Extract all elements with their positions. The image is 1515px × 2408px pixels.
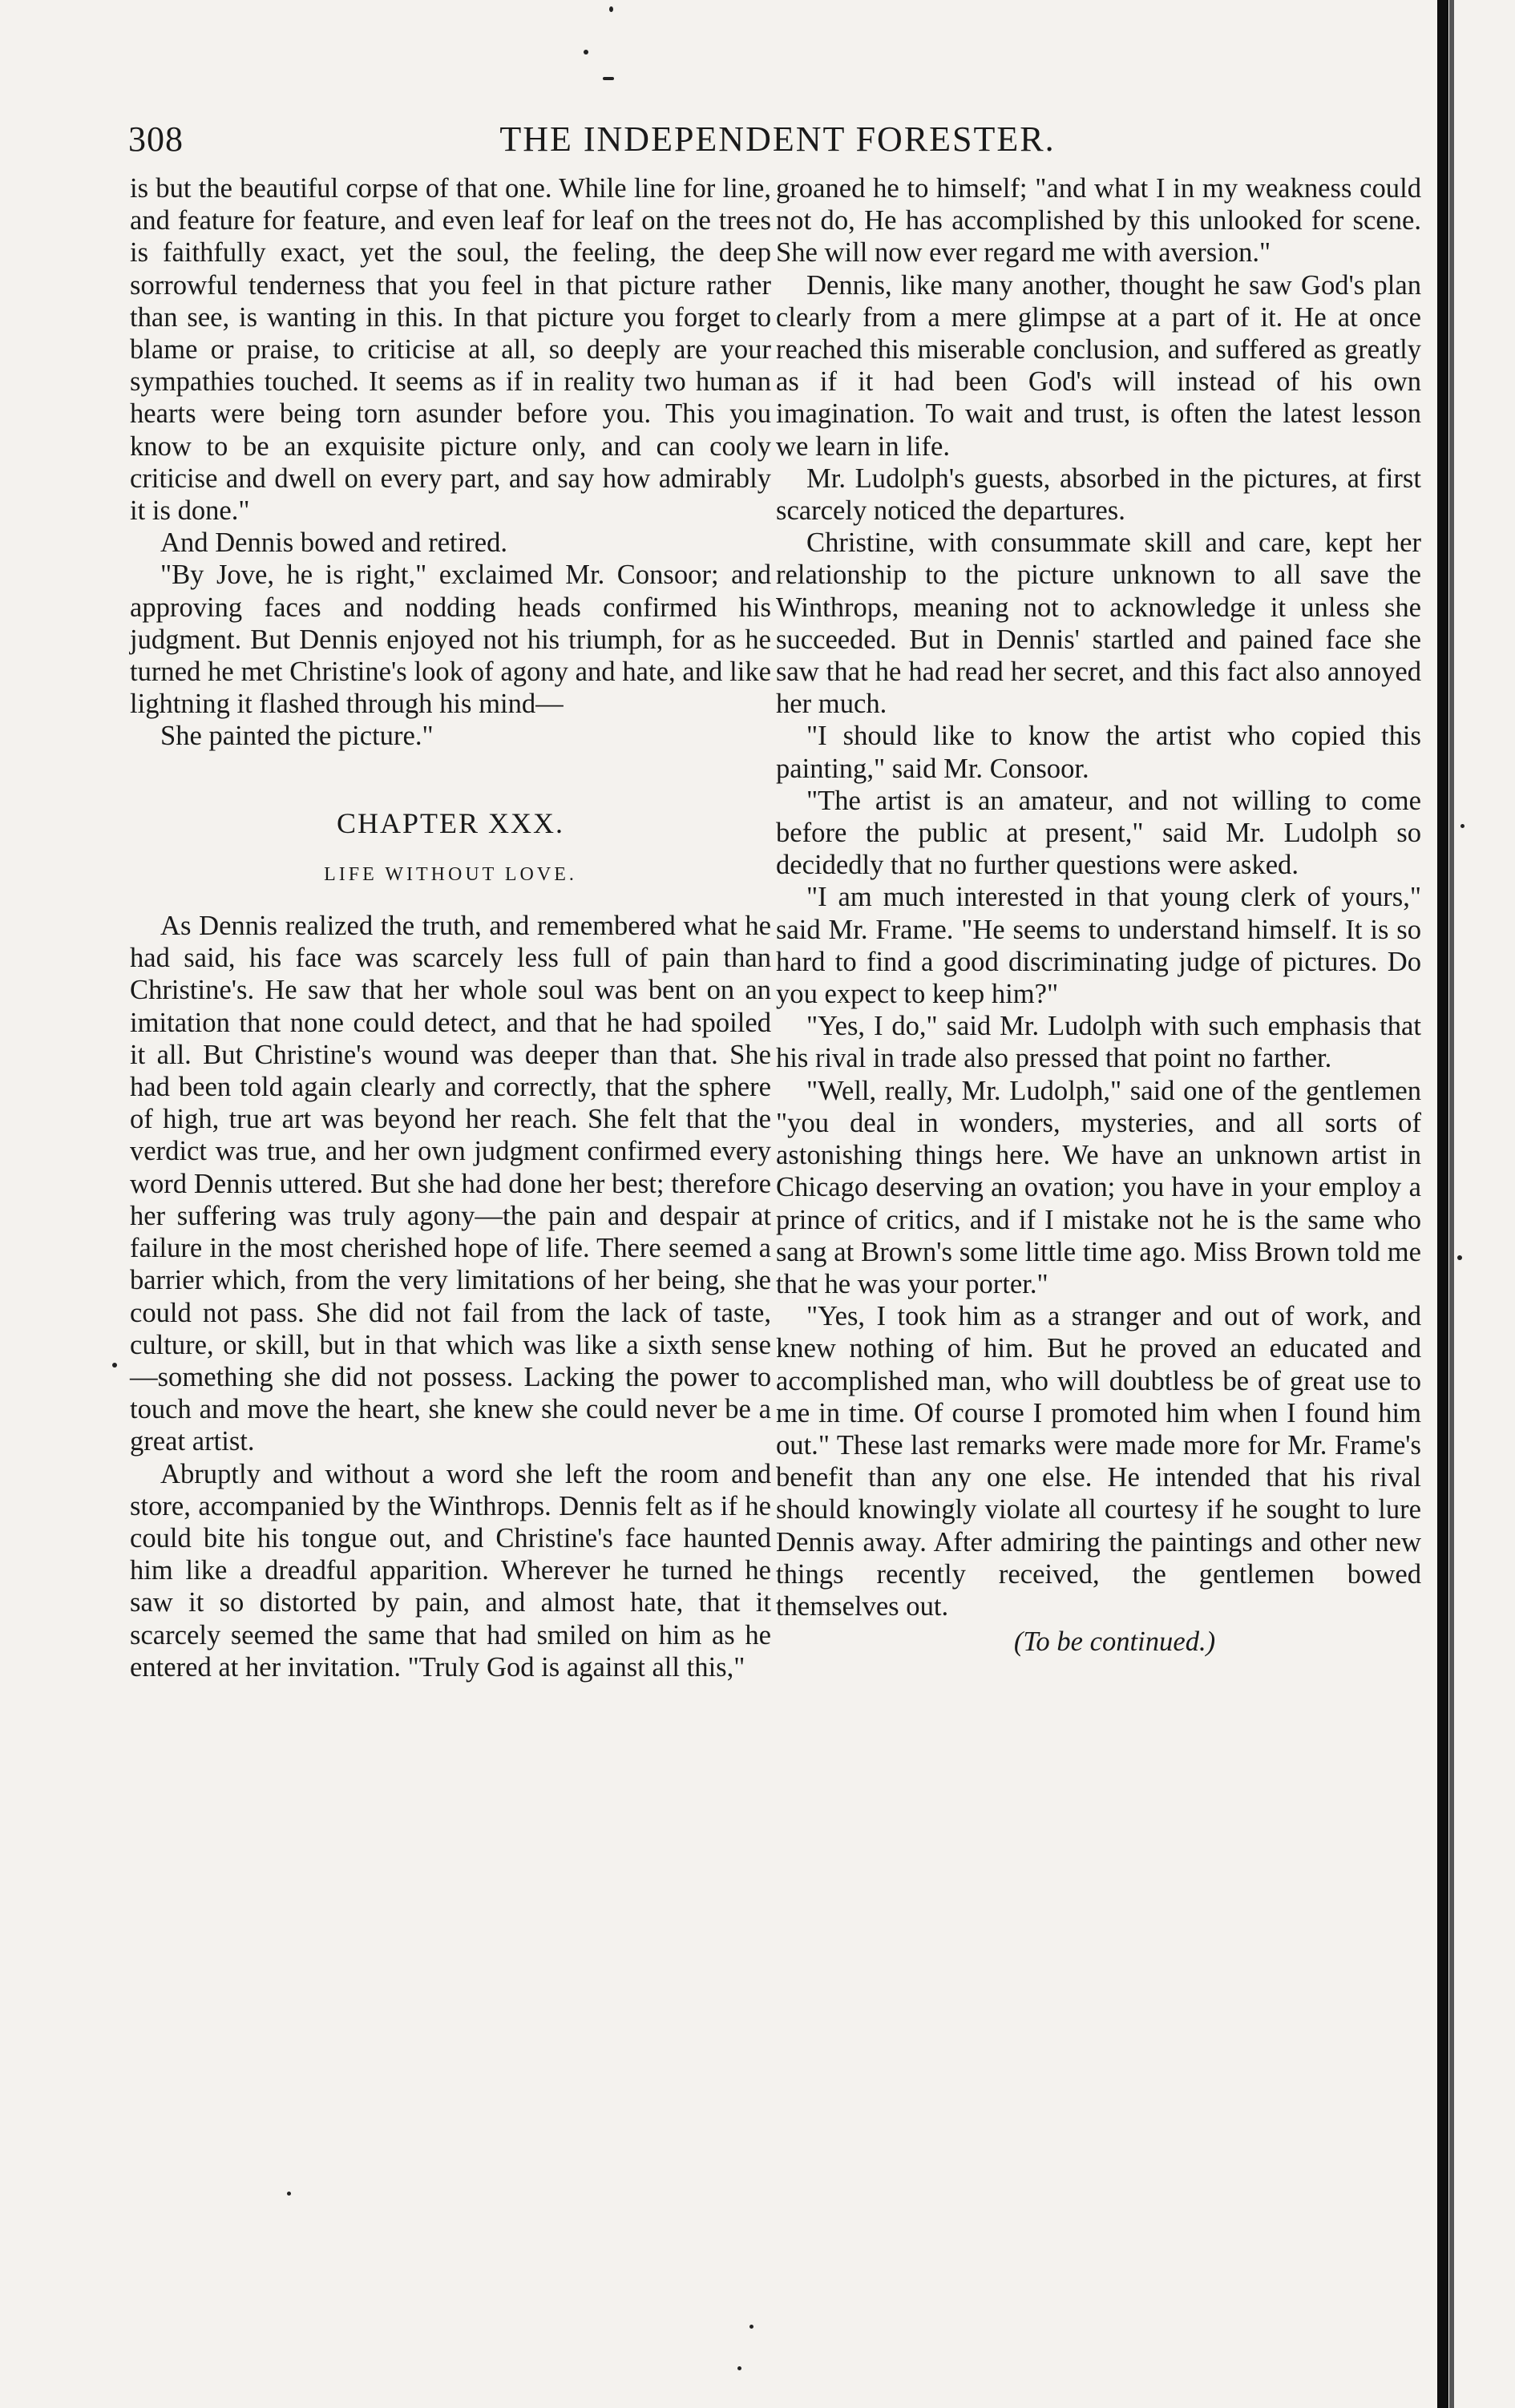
binding-edge [1437, 0, 1448, 2408]
binding-shadow [1449, 0, 1454, 2408]
paragraph: groaned he to himself; "and what I in my weakness could not do, He has accomplished by this unlooked for scene. She will now ever regard me with aversion." [776, 173, 1421, 269]
paragraph: "I am much interested in that young clerk of yours," said Mr. Frame. "He seems to understand himself. It is so hard to find a good discriminating judge of pictures. Do you expect to keep him?" [776, 882, 1421, 1010]
paragraph: "Yes, I took him as a stranger and out of work, and knew nothing of him. But he proved an educated and accomplished man, who will doubtless be of great use to me in time. Of course I promoted him when I found him out." These last remarks were made more for Mr. Frame's benefit than any one else. He intended that his rival should knowingly violate all courtesy if he sought to lure Dennis away. After admiring the paintings and other new things recently received, the gentlemen bowed themselves out. [776, 1301, 1421, 1622]
paragraph: "By Jove, he is right," exclaimed Mr. Consoor; and approving faces and nodding heads confirmed his judgment. But Dennis enjoyed not his triumph, for as he turned he met Christine's look of agony and hate, and like lightning it flashed through his mind— [130, 560, 771, 720]
print-speck [749, 2325, 753, 2329]
chapter-subtitle: LIFE WITHOUT LOVE. [324, 863, 577, 885]
print-speck [1457, 1255, 1462, 1260]
paragraph: "Yes, I do," said Mr. Ludolph with such emphasis that his rival in trade also pressed that point no farther. [776, 1011, 1421, 1074]
paragraph: Abruptly and without a word she left the room and store, accompanied by the Winthrops. Dennis felt as if he could bite his tongue out, and Christine's face haunted him like a dreadful apparition. Wherever he turned he saw it so distorted by pain, and almost hate, that it scarcely seemed the same that had smiled on him as he entered at her invitation. "Truly God is against all this," [130, 1458, 771, 1683]
paragraph: She painted the picture." [160, 721, 434, 752]
chapter-title: CHAPTER XXX. [336, 806, 564, 839]
page-header [128, 119, 1427, 167]
page-number: 308 [128, 119, 184, 159]
paragraph: "Well, really, Mr. Ludolph," said one of the gentlemen "you deal in wonders, mysteries, and all sorts of astonishing things here. We have an unknown artist in Chicago deserving an ovation; you have in your employ a prince of critics, and if I mistake not he is the same who sang at Brown's some little time ago. Miss Brown told me that he was your porter." [776, 1075, 1421, 1299]
print-speck [609, 6, 613, 12]
print-speck [584, 50, 588, 55]
to-be-continued: (To be continued.) [1013, 1626, 1216, 1658]
paragraph: And Dennis bowed and retired. [160, 527, 508, 559]
print-speck [1460, 824, 1464, 828]
print-speck [737, 2366, 741, 2370]
paragraph: "I should like to know the artist who copied this painting," said Mr. Consoor. [776, 721, 1421, 784]
paragraph: Dennis, like many another, thought he saw God's plan clearly from a mere glimpse at a part of it. He at once reached this miserable conclusion, and suffered as greatly as if it had been God's will instead of his own imagination. To wait and trust, is often the latest lesson we learn in life. [776, 269, 1421, 462]
right-column [776, 172, 1421, 1658]
print-speck [112, 1363, 117, 1368]
running-title: THE INDEPENDENT FORESTER. [499, 119, 1056, 159]
paragraph: Christine, with consummate skill and care, kept her relationship to the picture unknown to all save the Winthrops, meaning not to acknowledge it unless she succeeded. But in Dennis' startled and pained face she saw that he had read her secret, and this fact also annoyed her much. [776, 527, 1421, 720]
paragraph: Mr. Ludolph's guests, absorbed in the pictures, at first scarcely noticed the departures. [776, 463, 1421, 527]
print-speck [287, 2192, 291, 2196]
left-column [130, 172, 771, 1683]
print-speck [603, 77, 614, 80]
paragraph: is but the beautiful corpse of that one. While line for line, and feature for feature, and even leaf for leaf on the trees is faithfully exact, yet the soul, the feeling, the deep sorrowful tenderness that you feel in that picture rather than see, is wanting in this. In that picture you forget to blame or praise, to criticise at all, so deeply are your sympathies touched. It seems as if in reality two human hearts were being torn asunder before you. This you know to be an exquisite picture only, and can cooly criticise and dwell on every part, and say how admirably it is done." [130, 173, 771, 527]
paragraph: "The artist is an amateur, and not willing to come before the public at present," said Mr. Ludolph so decidedly that no further questions were asked. [776, 785, 1421, 881]
paragraph: As Dennis realized the truth, and remembered what he had said, his face was scarcely less full of pain than Christine's. He saw that her whole soul was bent on an imitation that none could detect, and that he had spoiled it all. But Christine's wound was deeper than that. She had been told again clearly and correctly, that the sphere of high, true art was beyond her reach. She felt that the verdict was true, and her own judgment confirmed every word Dennis uttered. But she had done her best; therefore her suffering was truly agony—the pain and despair at failure in the most cherished hope of life. There seemed a barrier which, from the very limitations of her being, she could not pass. She did not fail from the lack of taste, culture, or skill, but in that which was like a sixth sense—something she did not possess. Lacking the power to touch and move the heart, she knew she could never be a great artist. [130, 911, 771, 1457]
